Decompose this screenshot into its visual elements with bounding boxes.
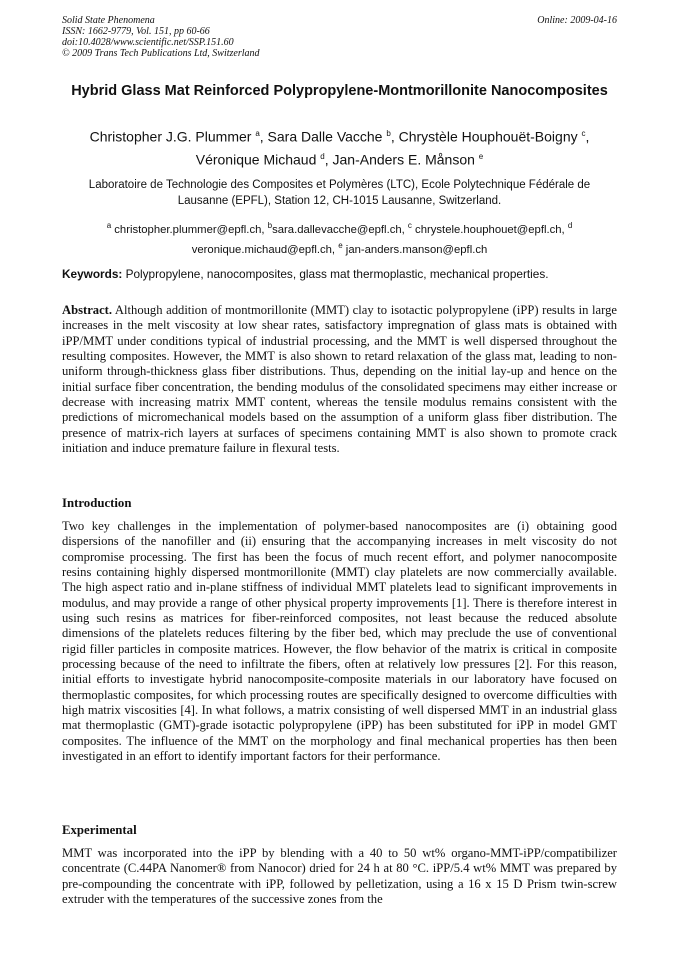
email-address[interactable]: jan-anders.manson@epfl.ch — [342, 243, 488, 256]
affiliation-mark: a — [255, 129, 260, 138]
email-mark: b — [267, 221, 273, 230]
author-name: , Véronique Michaud — [195, 128, 590, 168]
keywords-label: Keywords: — [62, 267, 123, 281]
author-list — [62, 124, 617, 169]
journal-header — [62, 15, 617, 59]
online-date: Online: 2009-04-16 — [537, 15, 617, 26]
introduction-text: Two key challenges in the implementation of polymer-based nanocomposites are (i) obtaining good dispersions of the nanofiller and (ii) ensuring that the accompanying increases in melt viscosity do not compromise processing. The first has been the focus of much recent effort, and polymer nanocomposite resins containing highly dispersed montmorillonite (MMT) clay platelets are now commercially available. The high aspect ratio and in-plane stiffness of individual MMT platelets lead to significant improvements in modulus, and may provide a range of other physical property improvements [1]. There is therefore interest in using such resins as matrices for fiber-reinforced composites, not least because the reduced absolute dimensions of the platelets reduces filtering by the fiber bed, which may preclude the use of conventional rigid filler particles in composite matrices. However, the flow behavior of the matrix is critical in composite processing because of the need to infiltrate the fibers, often at relatively low pressures [2]. For this reason, initial efforts to investigate hybrid nanocomposite-composite materials in our laboratory have focused on thermoplastic composites, for which processing routes are specifically designed to overcome difficulties with high matrix viscosities [4]. In what follows, a matrix consisting of well dispersed MMT in an industrial glass mat thermoplastic (GMT)-grade isotactic polypropylene (iPP) has been substituted for iPP in model GMT composites. The influence of the MMT on the morphology and final mechanical properties has then been investigated in an effort to identify important factors for their performance. — [62, 519, 617, 764]
journal-name: Solid State Phenomena — [62, 15, 155, 26]
issn-line: ISSN: 1662-9779, Vol. 151, pp 60-66 — [62, 26, 210, 37]
affiliation-mark: b — [386, 129, 391, 138]
email-mark: e — [338, 240, 343, 250]
keywords — [62, 266, 617, 282]
paper-title: Hybrid Glass Mat Reinforced Polypropylene-Montmorillonite Nanocomposites — [71, 83, 608, 99]
experimental-text: MMT was incorporated into the iPP by blending with a 40 to 50 wt% organo-MMT-iPP/compatibilizer concentrate (C.44PA Nanomer® from Nanocor) dried for 24 h at 80 °C. iPP/5.4 wt% MMT was prepared by pre-compounding the concentrate with iPP, followed by pelletization, using a 16 x 15 D Prism twin-screw extruder with the temperatures of the successive zones from the — [62, 846, 617, 907]
affiliation-mark: c — [581, 129, 586, 138]
keywords-text: Polypropylene, nanocomposites, glass mat thermoplastic, mechanical properties. — [122, 267, 549, 281]
copyright-line: © 2009 Trans Tech Publications Ltd, Switzerland — [62, 48, 260, 59]
email-list — [62, 218, 617, 258]
abstract-text: Although addition of montmorillonite (MMT) clay to isotactic polypropylene (iPP) results in large increases in the melt viscosity at low shear rates, satisfactory impregnation of glass mats is obtained with iPP/MMT under conditions typical of industrial processing, and the MMT is well dispersed throughout the resulting composites. However, the MMT is also shown to retard relaxation of the glass mat, leading to non-uniform through-thickness glass fiber distributions. Thus, depending on the initial lay-up and hence on the initial surface fiber concentration, the bending modulus of the consolidated specimens may either increase or decrease with increasing matrix MMT content, whereas the tensile modulus remains consistent with the predictions of micromechanical models based on the assumption of a uniform glass fiber distribution. The presence of matrix-rich layers at surfaces of specimens containing MMT is also shown to promote crack initiation and induce premature failure in flexural tests. — [62, 303, 617, 456]
author-name: , Sara Dalle Vacche — [259, 128, 387, 145]
email-address[interactable]: veronique.michaud@epfl.ch, — [191, 243, 339, 256]
affiliation-mark: d — [320, 151, 325, 161]
author-name: , Jan-Anders E. Månson — [324, 151, 479, 168]
experimental-heading: Experimental — [62, 823, 137, 837]
email-mark: c — [407, 221, 412, 230]
email-address[interactable]: sara.dallevacche@epfl.ch, — [272, 223, 408, 236]
introduction-heading: Introduction — [62, 496, 132, 510]
email-address[interactable]: chrystele.houphouet@epfl.ch, — [411, 223, 568, 236]
author-name: Christopher J.G. Plummer — [89, 128, 256, 145]
author-name: , Chrystèle Houphouët-Boigny — [390, 128, 582, 145]
affiliation-mark: e — [478, 151, 484, 161]
abstract-label: Abstract. — [62, 303, 113, 317]
email-mark: a — [106, 221, 112, 230]
email-address[interactable]: christopher.plummer@epfl.ch, — [111, 223, 268, 236]
email-mark: d — [567, 221, 573, 230]
affiliation: Laboratoire de Technologie des Composites et Polymères (LTC), Ecole Polytechnique Fédérale de Lausanne (EPFL), Station 12, CH-1015 Lausanne, Switzerland. — [88, 179, 591, 207]
abstract — [62, 303, 617, 456]
doi-line[interactable]: doi:10.4028/www.scientific.net/SSP.151.60 — [62, 37, 234, 48]
